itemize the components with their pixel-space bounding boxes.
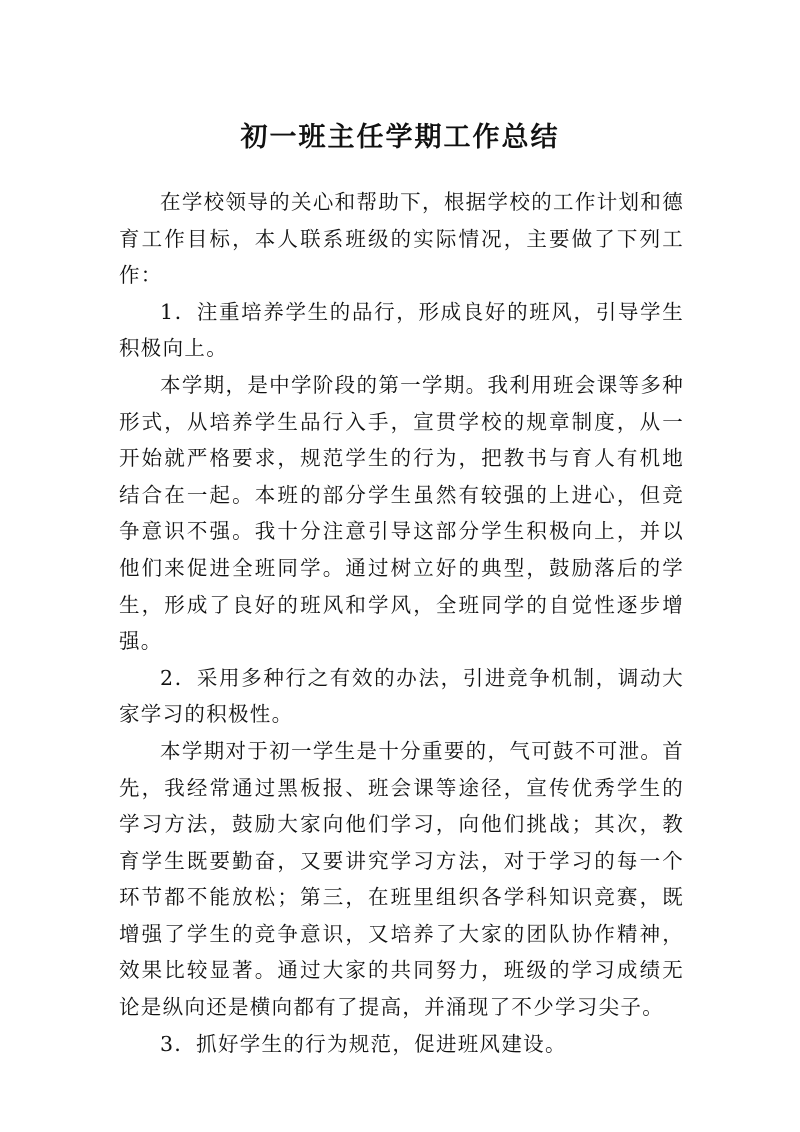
document-body (119, 184, 684, 1062)
paragraph-body-1: 本学期，是中学阶段的第一学期。我利用班会课等多种形式，从培养学生品行入手，宣贯学校的规章制度，从一开始就严格要求，规范学生的行为，把教书与育人有机地结合在一起。本班的部分学生虽然有较强的上进心，但竞争意识不强。我十分注意引导这部分学生积极向上，并以他们来促进全班同学。通过树立好的典型，鼓励落后的学生，形成了良好的班风和学风，全班同学的自觉性逐步增强。 (119, 372, 684, 654)
paragraph-intro: 在学校领导的关心和帮助下，根据学校的工作计划和德育工作目标，本人联系班级的实际情况，主要做了下列工作： (119, 190, 684, 288)
paragraph-body-2: 本学期对于初一学生是十分重要的，气可鼓不可泄。首先，我经常通过黑板报、班会课等途径，宣传优秀学生的学习方法，鼓励大家向他们学习，向他们挑战；其次，教育学生既要勤奋，又要讲究学习方法，对于学习的每一个环节都不能放松；第三，在班里组织各学科知识竞赛，既增强了学生的竞争意识，又培养了大家的团队协作精神，效果比较显著。通过大家的共同努力，班级的学习成绩无论是纵向还是横向都有了提高，并涌现了不少学习尖子。 (119, 738, 684, 1020)
paragraph-heading-1: 1．注重培养学生的品行，形成良好的班风，引导学生积极向上。 (119, 299, 684, 361)
document-title: 初一班主任学期工作总结 (240, 122, 560, 154)
paragraph-heading-2: 2．采用多种行之有效的办法，引进竞争机制，调动大家学习的积极性。 (119, 665, 684, 727)
paragraph-heading-3: 3．抓好学生的行为规范，促进班风建设。 (160, 1031, 567, 1056)
